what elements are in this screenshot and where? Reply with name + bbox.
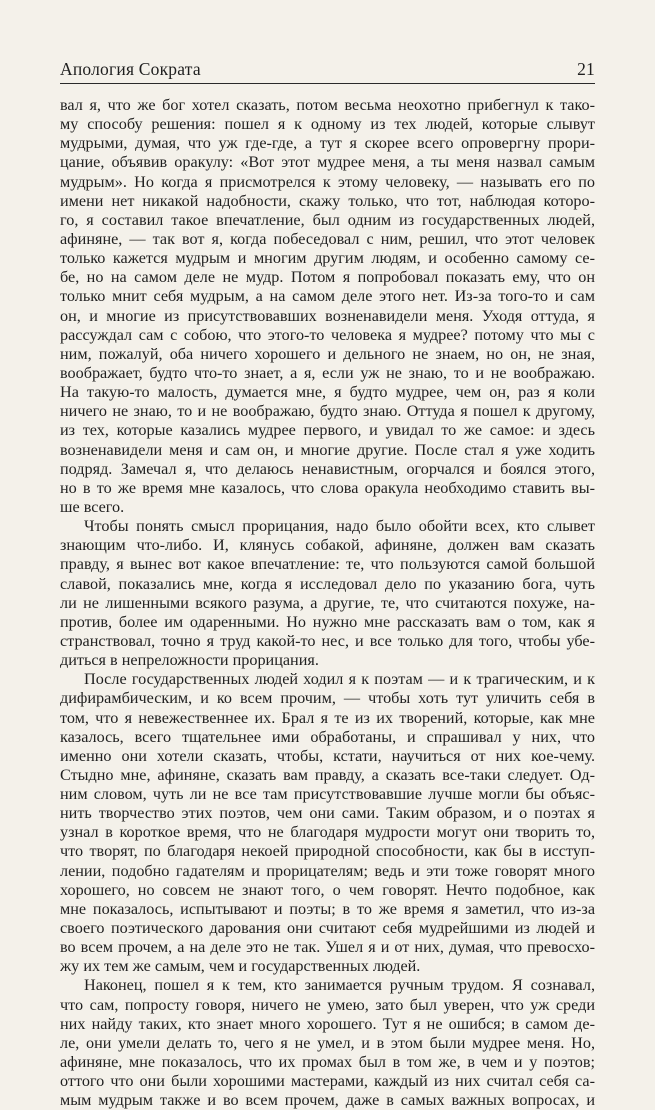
- text-line: лении, подобно гадателям и прорицателям; ведь и эти тоже говорят много: [60, 861, 595, 880]
- text-line: му способу решения: пошел я к одному из тех людей, которые слывут: [60, 115, 595, 134]
- text-line: только кажется мудрым и многим другим людям, и особенно самому се-: [60, 249, 595, 268]
- text-line: жу их тем же самым, чем и государственных людей.: [60, 957, 421, 976]
- text-line: воображает, будто что-то знает, а я, если уж не знаю, то и не воображаю.: [60, 363, 595, 382]
- text-line: именно они хотели сказать, чтобы, кстати, научиться от них кое-чему.: [60, 746, 595, 765]
- text-line: них найду таких, кто знает много хорошего. Тут я не ошибся; в самом де-: [60, 1014, 595, 1033]
- text-line: странствовал, точно я труд какой-то нес, и все только для того, чтобы убе-: [60, 631, 595, 650]
- text-line: только мнит себя мудрым, а на самом деле этого нет. Из-за того-то и сам: [60, 287, 595, 306]
- text-line: ше всего.: [60, 497, 125, 516]
- text-line: мудрым». Но когда я присмотрелся к этому человеку, — называть его по: [60, 172, 595, 191]
- text-line: против, более им одаренными. Но нужно мне рассказать вам о том, как я: [60, 612, 595, 631]
- text-line: бе, но на самом деле не мудр. Потом я попробовал показать ему, что он: [60, 268, 595, 287]
- text-line: ничего не знаю, то и не воображаю, будто знаю. Оттуда я пошел к другому,: [60, 402, 595, 421]
- text-line: казалось, всего тщательнее ими обработаны, и спрашивал у них, что: [60, 727, 595, 746]
- page-header: [60, 54, 595, 80]
- text-line: цание, объявив оракулу: «Вот этот мудрее меня, а ты меня назвал самым: [60, 153, 595, 172]
- text-line: во всем прочем, а на деле это не так. Ушел я и от них, думая, что превосхо-: [60, 938, 595, 957]
- body-text: [60, 96, 595, 1110]
- text-line: нить творчество этих поэтов, чем они сами. Таким образом, и о поэтах я: [60, 804, 595, 823]
- paragraph: [60, 96, 595, 517]
- text-line: мым мудрым также и во всем прочем, даже в самых важных вопросах, и: [60, 1091, 595, 1110]
- text-line: афиняне, — так вот я, когда побеседовал с ним, решил, что этот человек: [60, 229, 595, 248]
- text-line: диться в непреложности прорицания.: [60, 651, 319, 670]
- text-line: дифирамбическим, и ко всем прочим, — чтобы хоть тут уличить себя в: [60, 689, 595, 708]
- text-line: мудрыми, думая, что уж где-где, а тут я скорее всего опровергну прори-: [60, 134, 595, 153]
- text-line: подряд. Замечал я, что делаюсь ненавистным, огорчался и боялся этого,: [60, 459, 595, 478]
- text-line: го, я составил такое впечатление, был одним из государственных людей,: [60, 210, 595, 229]
- header-rule: [60, 83, 595, 84]
- text-line: что творят, по благодаря некоей природной способности, как бы в исступ-: [60, 842, 595, 861]
- paragraph: [60, 976, 595, 1110]
- text-line: мне показалось, испытывают и поэты; в то же время я заметил, что из-за: [60, 899, 595, 918]
- text-line: правду, я вынес вот какое впечатление: те, что пользуются самой большой: [60, 555, 595, 574]
- text-line: том, что я невежественнее их. Брал я те из их творений, которые, как мне: [60, 708, 595, 727]
- text-line: вал я, что же бог хотел сказать, потом весьма неохотно прибегнул к тако-: [60, 96, 595, 114]
- running-title: Апология Сократа: [60, 59, 201, 79]
- text-line: оттого что они были хорошими мастерами, каждый из них считал себя са-: [60, 1072, 595, 1091]
- text-line: хорошего, но совсем не знают того, о чем говорят. Нечто подобное, как: [60, 880, 595, 899]
- paragraph: [60, 670, 595, 976]
- text-line: узнал в короткое время, что не благодаря мудрости могут они творить то,: [60, 823, 595, 842]
- text-line: своего поэтического дарования они считают себя мудрейшими из людей и: [60, 919, 595, 938]
- text-line: из тех, которые казались мудрее первого, и увидал то же самое: и здесь: [60, 421, 595, 440]
- text-line: возненавидели меня и сам он, и многие другие. После стал я уже ходить: [60, 440, 595, 459]
- text-line: После государственных людей ходил я к поэтам — и к трагическим, и к: [84, 670, 595, 689]
- text-line: ним, пожалуй, оба ничего хорошего и дельного не знаем, но он, не зная,: [60, 344, 595, 363]
- text-line: рассуждал сам с собою, что этого-то человека я мудрее? потому что мы с: [60, 325, 595, 344]
- text-line: он, и многие из присутствовавших возненавидели меня. Уходя оттуда, я: [60, 306, 595, 325]
- text-line: знающим что-либо. И, клянусь собакой, афиняне, должен вам сказать: [60, 536, 595, 555]
- text-line: ли не лишенными всякого разума, а другие, те, что считаются похуже, на-: [60, 593, 595, 612]
- paragraph: [60, 517, 595, 670]
- text-line: что сам, попросту говоря, ничего не умею, зато был уверен, что уж среди: [60, 995, 595, 1014]
- text-line: славой, показались мне, когда я исследовал дело по указанию бога, чуть: [60, 574, 595, 593]
- text-line: На такую-то малость, думается мне, я будто мудрее, чем он, раз я коли: [60, 383, 595, 402]
- text-line: Чтобы понять смысл прорицания, надо было обойти всех, кто слывет: [84, 517, 595, 536]
- text-line: афиняне, мне показалось, что их промах был в том же, в чем и у поэтов;: [60, 1053, 595, 1072]
- text-line: ле, они умели делать то, чего я не умел, и в этом были мудрее меня. Но,: [60, 1033, 595, 1052]
- text-line: Стыдно мне, афиняне, сказать вам правду, а сказать все-таки следует. Од-: [60, 765, 595, 784]
- text-line: Наконец, пошел я к тем, кто занимается ручным трудом. Я сознавал,: [84, 976, 595, 995]
- text-line: ним словом, чуть ли не все там присутствовавшие лучше могли бы объяс-: [60, 785, 595, 804]
- page-number: 21: [577, 59, 595, 79]
- text-line: имени нет никакой надобности, скажу только, что тот, наблюдая которо-: [60, 191, 595, 210]
- text-line: но в то же время мне казалось, что слова оракула необходимо ставить вы-: [60, 478, 595, 497]
